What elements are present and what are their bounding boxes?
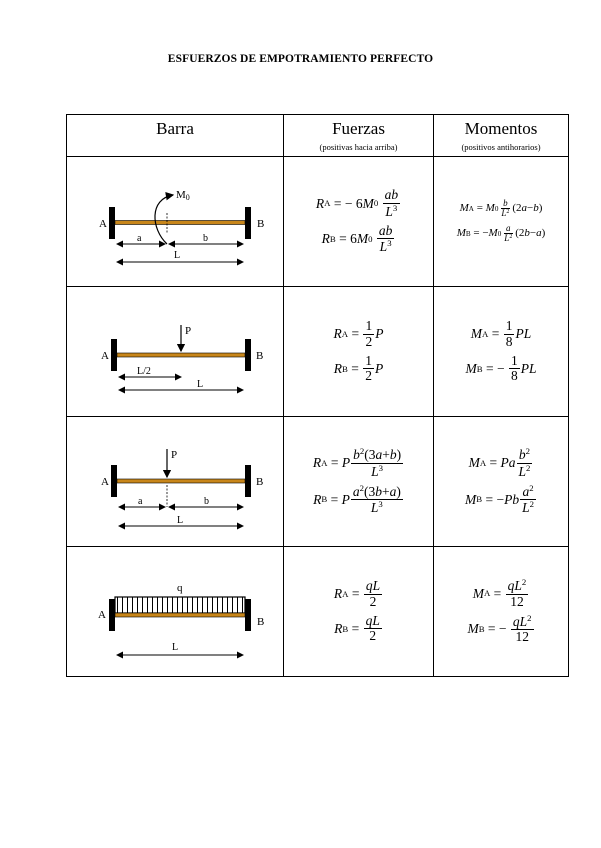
support-a: [111, 465, 117, 497]
label-b: B: [257, 217, 265, 230]
table-row: [67, 547, 569, 677]
header-fuerzas: [284, 115, 434, 157]
beam-moment-diagram: [75, 167, 275, 277]
support-b: [245, 599, 251, 631]
support-a: [111, 339, 117, 371]
distributed-load: [115, 597, 245, 613]
support-a: [109, 207, 115, 239]
moment-formula: M A = $\frac{qL^2}{12}$ M B = − $\frac{qL^2}{12}$: [467, 577, 532, 645]
label-dim-l: L: [174, 249, 181, 261]
label-dim-l: L: [172, 641, 179, 653]
table-row: [67, 417, 569, 547]
support-a: [109, 599, 115, 631]
moment-formula: M A = $\frac{1}{8}$ PL M B = − $\frac{1}{8}$ PL: [465, 317, 537, 384]
forces-cell: [284, 547, 434, 677]
label-b: B: [256, 475, 264, 488]
forces-cell: [284, 287, 434, 417]
label-a: A: [101, 349, 109, 362]
label-dim-a: a: [137, 232, 142, 244]
label-dim-l: L: [177, 514, 184, 526]
moments-cell: [434, 547, 569, 677]
label-dim-l: L: [197, 378, 204, 390]
label-dim-half: L/2: [137, 365, 151, 377]
support-b: [245, 207, 251, 239]
label-a: A: [99, 217, 107, 230]
forces-cell: [284, 157, 434, 287]
label-dim-b: b: [203, 232, 208, 244]
header-momentos-sub: (positivos antihorarios): [461, 141, 541, 152]
diagram-cell: [67, 547, 284, 677]
forces-cell: [284, 417, 434, 547]
table-row: [67, 157, 569, 287]
force-formula: R A = − 6 M 0 $\frac{ab}{L^3}$ R B = 6 M 0 $\frac{ab}{L^3}$: [315, 187, 399, 255]
label-dim-b: b: [204, 495, 209, 507]
header-momentos: [434, 115, 569, 157]
moment-arrow-icon: [155, 195, 173, 244]
beam-center-load-diagram: [75, 297, 275, 407]
beam-uniform-load-diagram: [75, 557, 275, 667]
label-b: B: [256, 349, 264, 362]
header-fuerzas-sub: (positivas hacia arriba): [319, 141, 398, 152]
moment-formula: M A = Pa $\frac{b^2}{L^2}$ M B = − Pb $\frac{a^2}{L^2}$: [465, 446, 534, 515]
label-m0: M0: [176, 188, 190, 202]
label-a: A: [101, 475, 109, 488]
header-barra: [67, 115, 284, 157]
beam: [115, 220, 245, 224]
label-dim-a: a: [138, 495, 143, 507]
beam-point-load-diagram: [75, 427, 275, 537]
moment-formula: M A = M 0 $\frac{b}{L^2}$ (2 a − b ) M B = − M 0 $\frac{a}{L^2}$ (2 b − a ): [456, 197, 546, 244]
moments-cell: [434, 157, 569, 287]
force-formula: R A = P $\frac{b^2(3a+b)}{L^3}$ R B = P $\frac{a^2(3b+a)}{L^3}$: [312, 446, 402, 515]
force-formula: R A = $\frac{1}{2}$ P R B = $\frac{1}{2}$ P: [333, 317, 384, 384]
diagram-cell: [67, 287, 284, 417]
beam: [115, 613, 245, 617]
force-formula: R A = $\frac{qL}{2}$ R B = $\frac{qL}{2}$: [333, 577, 381, 644]
label-b: B: [257, 615, 265, 628]
beam: [117, 479, 245, 483]
label-p: P: [171, 448, 178, 461]
label-a: A: [98, 608, 106, 621]
header-row: [67, 115, 569, 157]
support-b: [245, 339, 251, 371]
label-q: q: [177, 581, 183, 594]
diagram-cell: [67, 157, 284, 287]
beam: [117, 353, 245, 357]
page-title: ESFUERZOS DE EMPOTRAMIENTO PERFECTO: [167, 53, 434, 65]
support-b: [245, 465, 251, 497]
table-row: [67, 287, 569, 417]
moments-cell: [434, 287, 569, 417]
header-momentos-label: Momentos: [464, 118, 538, 138]
formula-table: [66, 114, 569, 677]
moments-cell: [434, 417, 569, 547]
diagram-cell: [67, 417, 284, 547]
header-barra-label: Barra: [156, 118, 194, 138]
header-fuerzas-label: Fuerzas: [332, 118, 385, 138]
label-p: P: [185, 324, 192, 337]
